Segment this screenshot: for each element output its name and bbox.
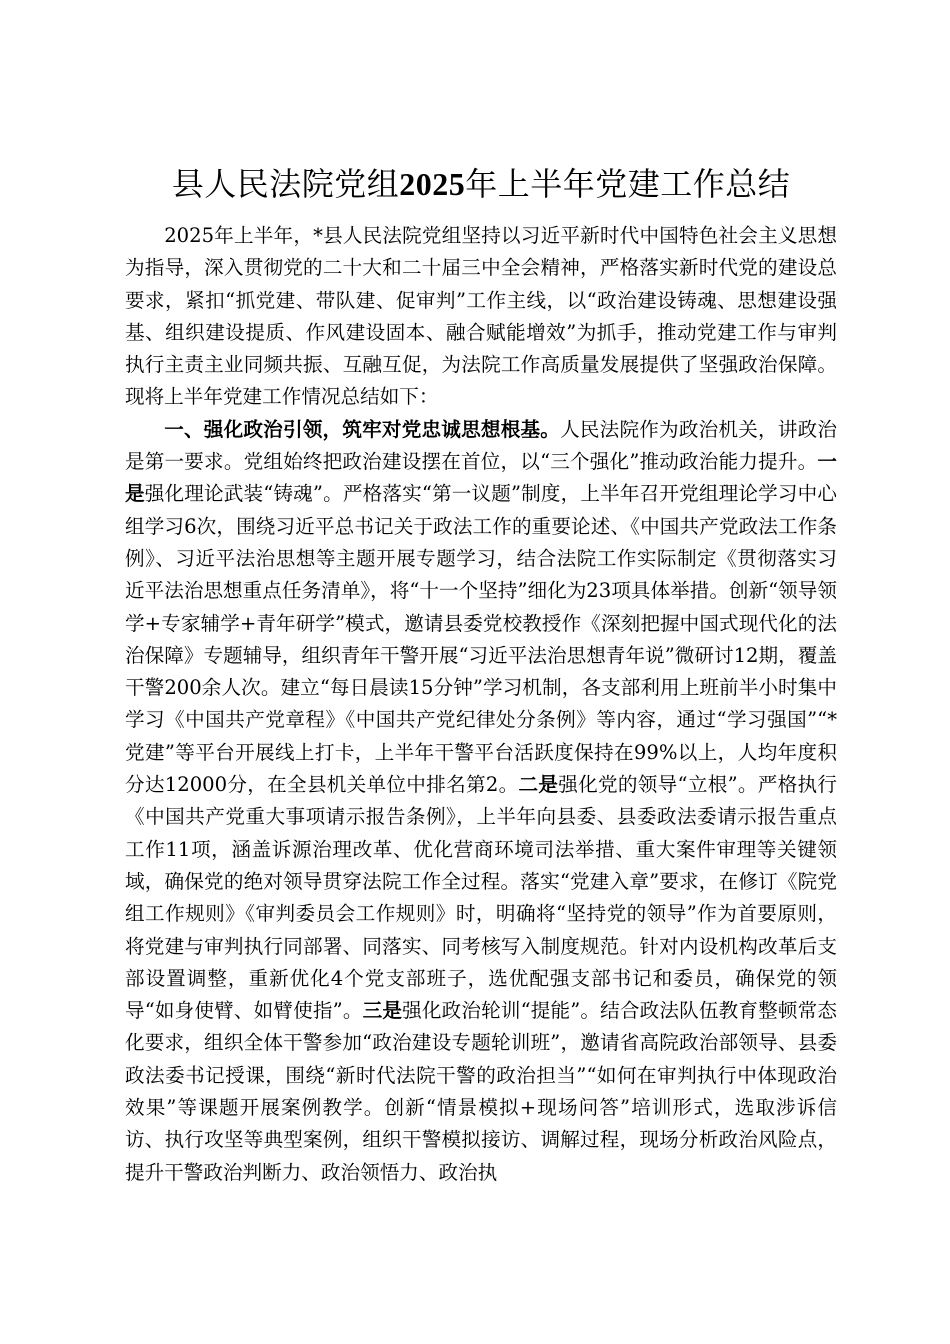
item-2-text: 强化党的领导“立根”。严格执行《中国共产党重大事项请示报告条例》，上半年向县委、县委政法委请示报告重点工作11项，涵盖诉源治理改革、优化营商环境司法举措、重大案件审理等关键领域，确保党的绝对领导贯穿法院工作全过程。落实“党建入章”要求，在修订《院党组工作规则》《审判委员会工作规则》时，明确将“坚持党的领导”作为首要原则，将党建与审判执行同部署、同落实、同考核写入制度规范。针对内设机构改革后支部设置调整，重新优化4个党支部班子，选优配强支部书记和委员，确保党的领导“如身使臂、如臂使指”。 [125, 773, 838, 1023]
section-1-lead: 人民法院作为政治机关，讲政治是第一要求。党组始终把政治建设摆在首位，以“三个强化”推动政治能力提升。 [125, 417, 838, 474]
item-2-label: 二是 [518, 773, 559, 797]
document-page [125, 160, 837, 1189]
title-suffix: 年上半年党建工作总结 [465, 165, 791, 203]
item-1-label: 一是 [125, 450, 837, 506]
item-3-label: 三是 [362, 999, 403, 1023]
item-1-text: 强化理论武装“铸魂”。严格落实“第一议题”制度，上半年召开党组理论学习中心组学习6次，围绕习近平总书记关于政法工作的重要论述、《中国共产党政法工作条例》、习近平法治思想等主题开展专题学习，结合法院工作实际制定《贯彻落实习近平法治思想重点任务清单》，将“十一个坚持”细化为23项具体举措。创新“领导领学+专家辅学+青年研学”模式，邀请县委党校教授作《深刻把握中国式现代化的法治保障》专题辅导，组织青年干警开展“习近平法治思想青年说”微研讨12期，覆盖干警200余人次。建立“每日晨读15分钟”学习机制，各支部利用上班前半小时集中学习《中国共产党章程》《中国共产党纪律处分条例》等内容，通过“学习强国”“*党建”等平台开展线上打卡，上半年干警平台活跃度保持在99%以上，人均年度积分达12000分，在全县机关单位中排名第2。 [125, 482, 837, 797]
section-1-heading: 一、强化政治引领，筑牢对党忠诚思想根基。 [164, 417, 561, 441]
title-prefix: 县人民法院党组 [171, 165, 400, 203]
section-1-paragraph [125, 414, 837, 1189]
intro-paragraph: 2025年上半年，*县人民法院党组坚持以习近平新时代中国特色社会主义思想为指导，深入贯彻党的二十大和二十届三中全会精神，严格落实新时代党的建设总要求，紧扣“抓党建、带队建、促审判”工作主线，以“政治建设铸魂、思想建设强基、组织建设提质、作风建设固本、融合赋能增效”为抓手，推动党建工作与审判执行主责主业同频共振、互融互促，为法院工作高质量发展提供了坚强政治保障。现将上半年党建工作情况总结如下： [125, 224, 837, 409]
document-title [125, 160, 837, 208]
title-year: 2025 [399, 166, 466, 202]
item-3-text: 强化政治轮训“提能”。结合政法队伍教育整顿常态化要求，组织全体干警参加“政治建设专题轮训班”，邀请省高院政治部领导、县委政法委书记授课，围绕“新时代法院干警的政治担当”“如何在审判执行中体现政治效果”等课题开展案例教学。创新“情景模拟+现场问答”培训形式，选取涉诉信访、执行攻坚等典型案例，组织干警模拟接访、调解过程，现场分析政治风险点，提升干警政治判断力、政治领悟力、政治执 [125, 999, 837, 1184]
